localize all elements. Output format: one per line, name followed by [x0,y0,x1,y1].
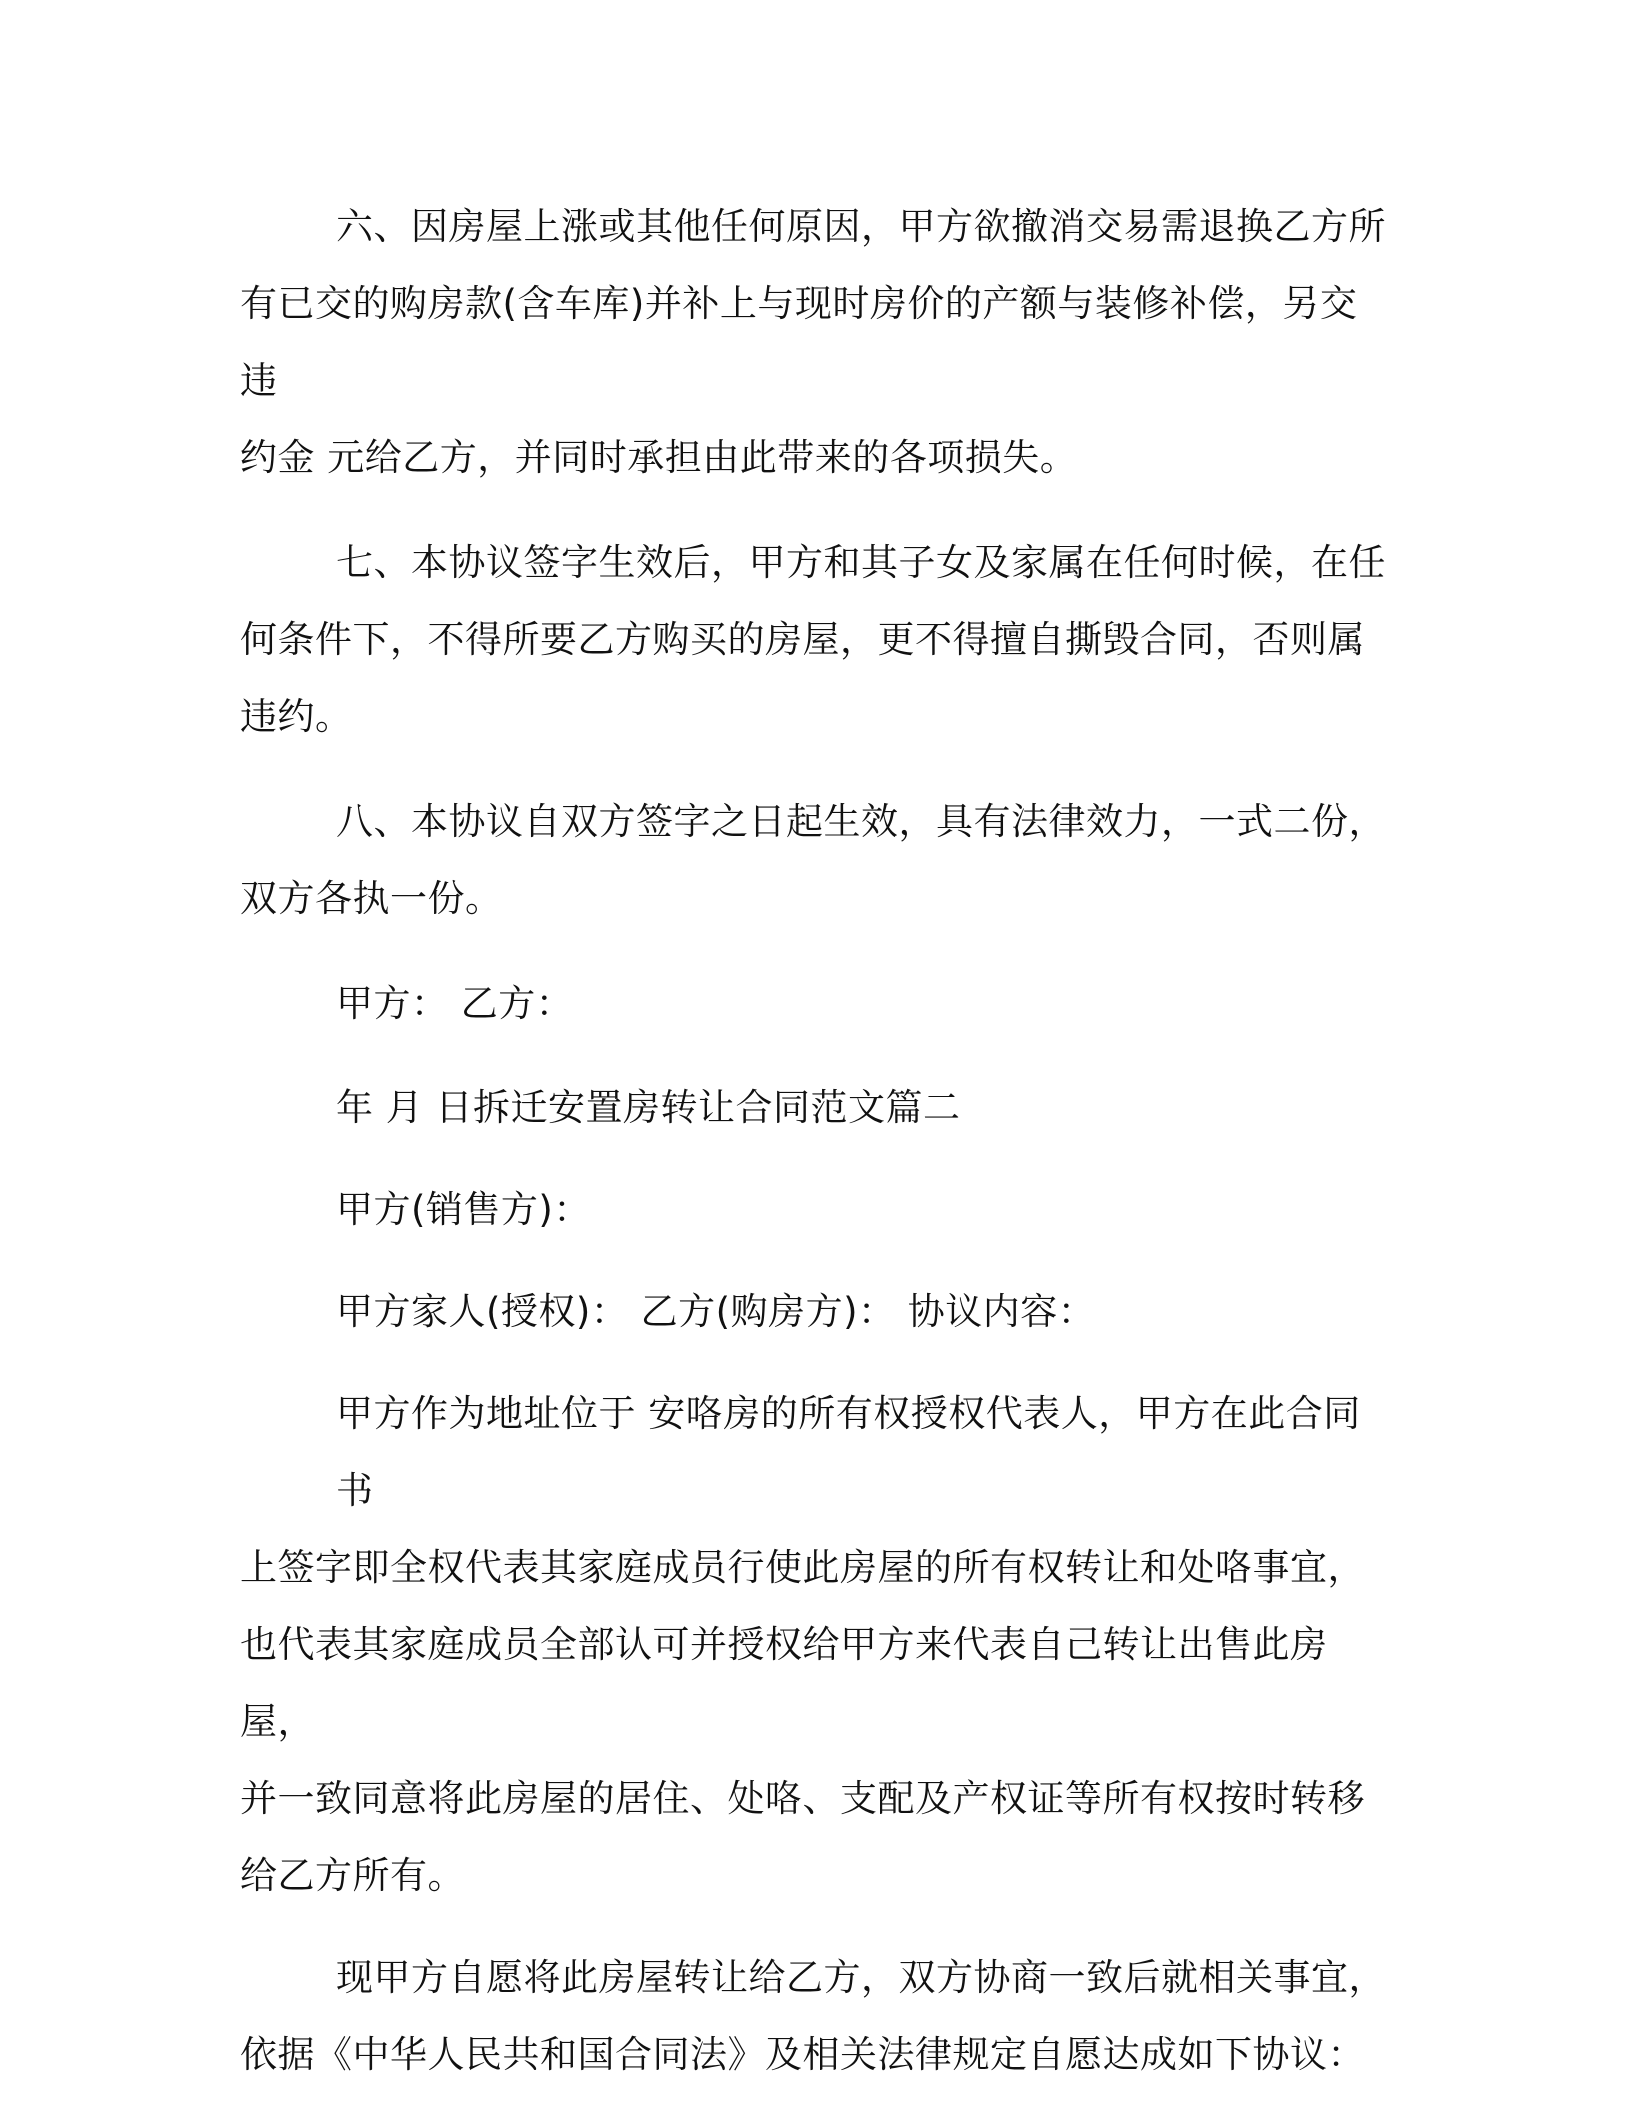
clause-eight-line-2: 双方各执一份。 [240,877,503,920]
signature-line [240,965,1390,1042]
clause-seven-line-3: 违约。 [240,695,353,738]
signature-line-text: 甲方： 乙方： [336,982,574,1025]
clause-six [240,188,1390,496]
authorization-line-2: 上签字即全权代表其家庭成员行使此房屋的所有权转让和处咯事宜， [240,1546,1365,1589]
clause-seven-line-2: 何条件下，不得所要乙方购买的房屋，更不得擅自撕毁合同，否则属 [240,618,1365,661]
clause-seven [240,524,1390,755]
clause-six-line-3: 约金 元给乙方，并同时承担由此带来的各项损失。 [240,436,1078,479]
authorization-paragraph [240,1375,1390,1914]
date-and-section-title [240,1069,1390,1146]
clause-eight [240,783,1390,937]
clause-eight-line-1: 八、本协议自双方签字之日起生效，具有法律效力，一式二份， [336,800,1386,843]
authorization-line-5: 给乙方所有。 [240,1854,465,1897]
agreement-intro-line-1: 现甲方自愿将此房屋转让给乙方，双方协商一致后就相关事宜， [336,1956,1386,1999]
party-info-and-content-label-text: 甲方家人(授权)： 乙方(购房方)： 协议内容： [336,1290,1096,1333]
document-page [240,188,1390,2093]
agreement-intro-paragraph [240,1939,1390,2093]
clause-seven-line-1: 七、本协议签字生效后，甲方和其子女及家属在任何时候，在任 [336,541,1386,584]
agreement-intro-line-2: 依据《中华人民共和国合同法》及相关法律规定自愿达成如下协议： [240,2033,1365,2076]
authorization-line-3: 也代表其家庭成员全部认可并授权给甲方来代表自己转让出售此房屋， [240,1623,1328,1743]
party-a-seller-text: 甲方(销售方)： [336,1188,591,1231]
party-a-seller [240,1171,1390,1248]
clause-six-line-1: 六、因房屋上涨或其他任何原因，甲方欲撤消交易需退换乙方所 [336,205,1386,248]
party-info-and-content-label [240,1273,1390,1350]
clause-six-line-2: 有已交的购房款(含车库)并补上与现时房价的产额与装修补偿，另交违 [240,282,1358,402]
authorization-line-4: 并一致同意将此房屋的居住、处咯、支配及产权证等所有权按时转移 [240,1777,1365,1820]
authorization-line-1: 甲方作为地址位于 安咯房的所有权授权代表人，甲方在此合同书 [336,1392,1361,1512]
date-and-section-title-text: 年 月 日拆迁安置房转让合同范文篇二 [336,1086,961,1129]
